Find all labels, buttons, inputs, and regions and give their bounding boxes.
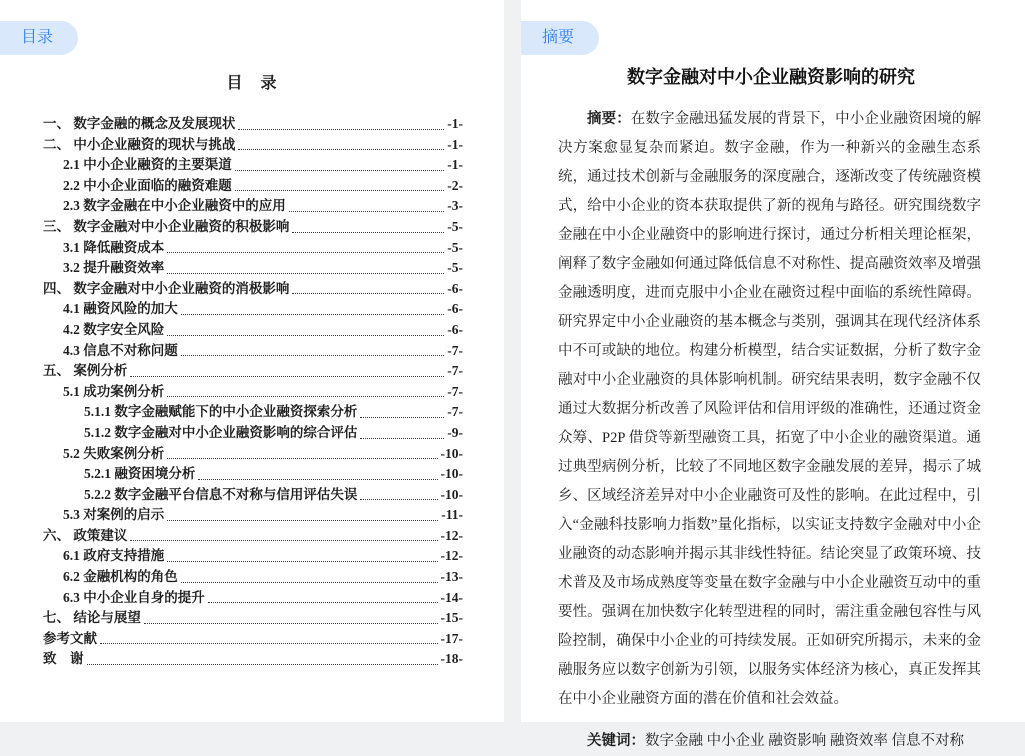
toc-dot-leader (235, 190, 445, 191)
toc-entry[interactable] (0, 320, 504, 341)
toc-entry-page: -13- (440, 569, 463, 585)
toc-entry-page: -1- (447, 116, 463, 131)
toc-entry-label: 2.2 中小企业面临的融资难题 (63, 177, 232, 193)
toc-entry[interactable] (0, 361, 504, 382)
toc-entry[interactable] (0, 402, 504, 423)
toc-entry-page: -3- (447, 198, 463, 214)
toc-entry[interactable] (0, 341, 504, 362)
abstract-label: 摘要： (587, 111, 631, 127)
toc-entry-label: 五、 案例分析 (43, 363, 128, 379)
toc-entry[interactable] (0, 546, 504, 567)
toc-entry-page: -7- (447, 383, 463, 399)
toc-entry[interactable] (0, 135, 504, 156)
toc-entry-label: 6.2 金融机构的角色 (63, 569, 178, 585)
toc-entry-label: 6.1 政府支持措施 (63, 548, 165, 564)
toc-entry[interactable] (0, 258, 504, 279)
toc-dot-leader (181, 355, 445, 356)
abstract-section-tag-label: 摘要 (542, 29, 575, 46)
toc-dot-leader (360, 417, 444, 418)
toc-dot-leader (181, 314, 445, 315)
toc-entry[interactable] (0, 608, 504, 629)
toc-entry[interactable] (0, 114, 504, 135)
toc-dot-leader (289, 211, 445, 212)
toc-entry-page: -10- (440, 466, 463, 482)
toc-section-tag[interactable] (0, 21, 78, 55)
toc-entry-page: -9- (447, 424, 463, 440)
toc-entry-label: 致 谢 (43, 651, 84, 667)
abstract-paragraph (558, 105, 981, 714)
toc-dot-leader (360, 438, 444, 439)
toc-dot-leader (167, 273, 444, 274)
keywords-line (558, 727, 981, 756)
toc-entry-page: -6- (447, 280, 463, 296)
toc-dot-leader (144, 623, 438, 624)
toc-dot-leader (292, 232, 444, 233)
toc-entry[interactable] (0, 279, 504, 300)
toc-entry-page: -10- (440, 445, 463, 461)
toc-entry-label: 四、 数字金融对中小企业融资的消极影响 (43, 280, 290, 296)
toc-entry-page: -1- (447, 136, 463, 152)
keywords-label: 关键词： (587, 733, 645, 749)
toc-entry[interactable] (0, 155, 504, 176)
toc-entry[interactable] (0, 649, 504, 670)
toc-list (0, 114, 504, 670)
toc-entry-label: 三、 数字金融对中小企业融资的积极影响 (43, 218, 290, 234)
toc-dot-leader (167, 458, 437, 459)
toc-entry-page: -15- (440, 610, 463, 626)
toc-entry[interactable] (0, 588, 504, 609)
toc-entry[interactable] (0, 464, 504, 485)
toc-entry-label: 5.1.1 数字金融赋能下的中小企业融资探索分析 (84, 404, 358, 420)
toc-entry-page: -11- (441, 507, 463, 523)
toc-entry[interactable] (0, 505, 504, 526)
toc-dot-leader (167, 396, 444, 397)
keywords-text: 数字金融 中小企业 融资影响 融资效率 信息不对称 (645, 733, 964, 749)
toc-entry-label: 七、 结论与展望 (43, 610, 141, 626)
page-toc (0, 0, 504, 722)
toc-entry-page: -18- (440, 651, 463, 667)
toc-entry-page: -5- (447, 239, 463, 255)
toc-entry-page: -12- (440, 527, 463, 543)
toc-dot-leader (238, 149, 444, 150)
toc-entry-label: 2.3 数字金融在中小企业融资中的应用 (63, 198, 286, 214)
document-title: 数字金融对中小企业融资影响的研究 (627, 67, 915, 87)
toc-entry-label: 5.2 失败案例分析 (63, 445, 165, 461)
toc-dot-leader (238, 129, 444, 130)
toc-entry-label: 4.1 融资风险的加大 (63, 301, 178, 317)
toc-entry-label: 4.2 数字安全风险 (63, 321, 165, 337)
toc-dot-leader (360, 499, 437, 500)
toc-entry-label: 参考文献 (43, 630, 97, 646)
toc-entry-label: 3.2 提升融资效率 (63, 260, 165, 276)
toc-entry-label: 5.3 对案例的启示 (63, 507, 165, 523)
toc-entry[interactable] (0, 526, 504, 547)
toc-entry[interactable] (0, 217, 504, 238)
toc-entry-label: 一、 数字金融的概念及发展现状 (43, 116, 236, 131)
toc-entry-label: 二、 中小企业融资的现状与挑战 (43, 136, 236, 152)
toc-entry-page: -12- (440, 548, 463, 564)
toc-entry-page: -14- (440, 589, 463, 605)
toc-entry[interactable] (0, 299, 504, 320)
toc-entry-page: -1- (447, 157, 463, 173)
toc-dot-leader (130, 376, 444, 377)
toc-dot-leader (87, 664, 438, 665)
abstract-text: 在数字金融迅猛发展的背景下，中小企业融资困境的解决方案愈显复杂而紧迫。数字金融，作为一种新兴的金融生态系统，通过技术创新与金融服务的深度融合，逐渐改变了传统融资模式，给中小企业的资本获取提供了新的视角与路径。研究围绕数字金融在中小企业融资中的影响进行探讨，通过分析相关理论框架，阐释了数字金融如何通过降低信息不对称性、提高融资效率及增强金融透明度，进而克服中小企业在融资过程中面临的系统性障碍。研究界定中小企业融资的基本概念与类别，强调其在现代经济体系中不可或缺的地位。构建分析模型，结合实证数据，分析了数字金融对中小企业融资的具体影响机制。研究结果表明，数字金融不仅通过大数据分析改善了风险评估和信用评级的准确性，还通过资金众筹、P2P 借贷等新型融资工具，拓宽了中小企业的融资渠道。通过典型病例分析，比较了不同地区数字金融发展的差异，揭示了城乡、区域经济差异对中小企业融资可及性的影响。在此过程中，引入“金融科技影响力指数”量化指标，以实证支持数字金融对中小企业融资的动态影响并揭示其非线性特征。结论突显了政策环境、技术普及及市场成熟度等变量在数字金融与中小企业融资互动中的重要性。强调在加快数字化转型进程的同时，需注重金融包容性与风险控制，确保中小企业的可持续发展。正如研究所揭示，未来的金融服务应以数字创新为引领，以服务实体经济为核心，真正发挥其在中小企业融资方面的潜在价值和社会效益。 (558, 111, 982, 707)
toc-entry-page: -5- (447, 260, 463, 276)
toc-entry[interactable] (0, 567, 504, 588)
toc-title: 目 录 (226, 75, 278, 92)
toc-dot-leader (235, 170, 445, 171)
toc-entry[interactable] (0, 196, 504, 217)
toc-entry-label: 4.3 信息不对称问题 (63, 342, 178, 358)
toc-dot-leader (198, 479, 437, 480)
toc-entry-page: -7- (447, 404, 463, 420)
toc-entry-label: 六、 政策建议 (43, 527, 128, 543)
toc-entry-page: -5- (447, 218, 463, 234)
toc-dot-leader (292, 293, 444, 294)
toc-entry-page: -10- (440, 486, 463, 502)
toc-entry-page: -7- (447, 342, 463, 358)
toc-dot-leader (167, 520, 438, 521)
toc-entry-label: 5.1.2 数字金融对中小企业融资影响的综合评估 (84, 424, 358, 440)
toc-entry[interactable] (0, 238, 504, 259)
page-abstract (521, 0, 1025, 749)
toc-dot-leader (167, 252, 444, 253)
toc-entry[interactable] (0, 444, 504, 465)
toc-entry-page: -2- (447, 177, 463, 193)
toc-entry-label: 6.3 中小企业自身的提升 (63, 589, 205, 605)
toc-entry[interactable] (0, 382, 504, 403)
toc-entry-page: -17- (440, 630, 463, 646)
toc-section-tag-label: 目录 (21, 29, 54, 46)
toc-entry[interactable] (0, 485, 504, 506)
toc-entry-label: 5.2.2 数字金融平台信息不对称与信用评估失误 (84, 486, 358, 502)
toc-entry[interactable] (0, 629, 504, 650)
abstract-section-tag[interactable] (521, 21, 599, 55)
toc-entry-label: 3.1 降低融资成本 (63, 239, 165, 255)
toc-entry-page: -7- (447, 363, 463, 379)
toc-dot-leader (208, 602, 438, 603)
toc-dot-leader (100, 643, 438, 644)
toc-entry-page: -6- (447, 301, 463, 317)
toc-dot-leader (167, 561, 437, 562)
toc-entry-label: 2.1 中小企业融资的主要渠道 (63, 157, 232, 173)
toc-dot-leader (181, 582, 438, 583)
toc-entry-page: -6- (447, 321, 463, 337)
toc-dot-leader (167, 335, 444, 336)
toc-entry-label: 5.1 成功案例分析 (63, 383, 165, 399)
toc-dot-leader (130, 540, 437, 541)
toc-entry[interactable] (0, 423, 504, 444)
toc-entry[interactable] (0, 176, 504, 197)
toc-entry-label: 5.2.1 融资困境分析 (84, 466, 196, 482)
